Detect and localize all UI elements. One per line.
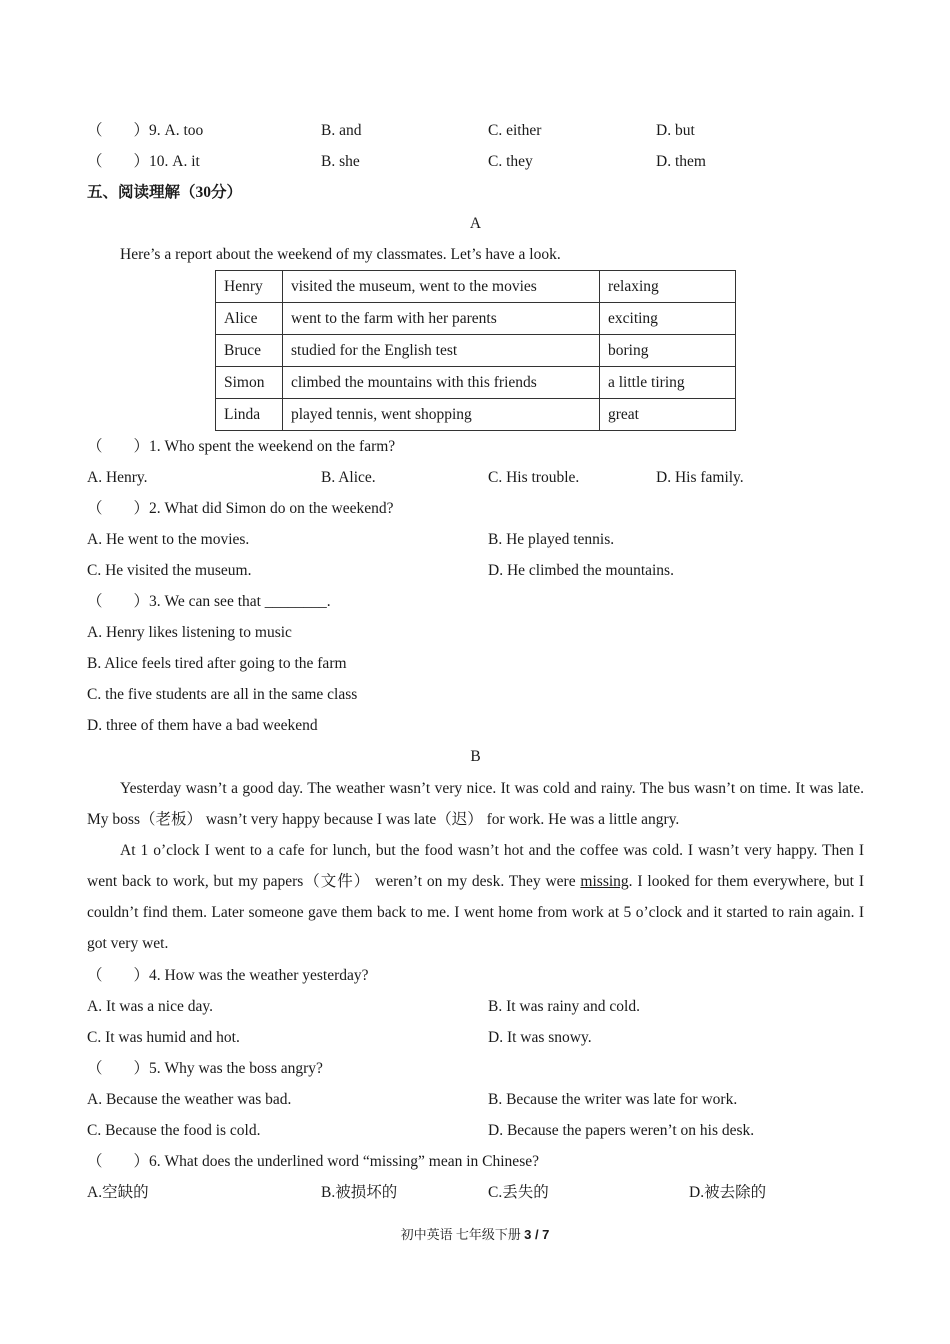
table-cell: Alice	[216, 303, 283, 335]
question-3-stem: （ ）3. We can see that ________.	[87, 593, 331, 610]
table-row	[216, 271, 736, 303]
passage-b-paragraph-2	[87, 835, 864, 959]
option-b: B. Because the writer was late for work.	[488, 1091, 738, 1108]
option-c: C. It was humid and hot.	[87, 1029, 240, 1046]
passage-b-paragraph-1: Yesterday wasn’t a good day. The weather wasn’t very nice. It was cold and rainy. The bus wasn’t on time. It was late. My boss（老板） wasn’t very happy because I was late（迟） for work. He was a little angry.	[87, 780, 864, 828]
option-d: D. three of them have a bad weekend	[87, 717, 318, 734]
option-b: B. He played tennis.	[488, 531, 615, 548]
option-c: C. either	[488, 122, 542, 139]
option-c: C.丢失的	[488, 1184, 549, 1201]
table-cell: Simon	[216, 367, 283, 399]
table-cell: went to the farm with her parents	[283, 303, 600, 335]
option-c: C. His trouble.	[488, 469, 580, 486]
option-d: D. He climbed the mountains.	[488, 562, 674, 579]
option-b: B. and	[321, 122, 362, 139]
table-cell: Linda	[216, 399, 283, 431]
option-b: B. she	[321, 153, 360, 170]
page-footer	[0, 1224, 950, 1243]
option-a: A. Because the weather was bad.	[87, 1091, 292, 1108]
question-5-options-row1	[87, 1089, 864, 1111]
question-5-options-row2	[87, 1120, 864, 1142]
option-b: B.被损坏的	[321, 1184, 398, 1201]
option-a: A. He went to the movies.	[87, 531, 250, 548]
table-cell: relaxing	[600, 271, 736, 303]
passage-a-intro: Here’s a report about the weekend of my classmates. Let’s have a look.	[120, 246, 561, 263]
option-b: B. Alice.	[321, 469, 376, 486]
question-stem: （ ）10. A. it	[87, 153, 200, 170]
question-stem: （ ）9. A. too	[87, 122, 204, 139]
option-b: B. Alice feels tired after going to the farm	[87, 655, 347, 672]
question-6-stem: （ ）6. What does the underlined word “missing” mean in Chinese?	[87, 1153, 539, 1170]
option-d: D. them	[656, 153, 706, 170]
option-b: B. It was rainy and cold.	[488, 998, 640, 1015]
option-c: C. the five students are all in the same class	[87, 686, 358, 703]
option-d: D. It was snowy.	[488, 1029, 592, 1046]
question-5-stem: （ ）5. Why was the boss angry?	[87, 1060, 323, 1077]
option-a: A. Henry.	[87, 469, 148, 486]
table-cell: played tennis, went shopping	[283, 399, 600, 431]
question-1-stem: （ ）1. Who spent the weekend on the farm?	[87, 438, 396, 455]
paragraph-text: . I looked for them everywhere, but I couldn’t find them. Later someone gave them back to me. I went home from work at 5 o’clock and it started to rain again. I got very wet.	[87, 873, 864, 952]
option-c: C. they	[488, 153, 533, 170]
table-cell: a little tiring	[600, 367, 736, 399]
table-cell: Bruce	[216, 335, 283, 367]
question-4-options-row2	[87, 1027, 864, 1049]
option-c: C. He visited the museum.	[87, 562, 252, 579]
option-d: D. His family.	[656, 469, 744, 486]
table-cell: great	[600, 399, 736, 431]
cloze-question-10	[87, 151, 864, 173]
table-cell: climbed the mountains with this friends	[283, 367, 600, 399]
question-2-options-row1	[87, 529, 864, 551]
table-row	[216, 399, 736, 431]
option-d: D. but	[656, 122, 695, 139]
question-2-stem: （ ）2. What did Simon do on the weekend?	[87, 500, 394, 517]
table-row	[216, 303, 736, 335]
weekend-report-table	[215, 270, 736, 431]
table-cell: Henry	[216, 271, 283, 303]
option-c: C. Because the food is cold.	[87, 1122, 261, 1139]
question-2-options-row2	[87, 560, 864, 582]
option-a: A. Henry likes listening to music	[87, 624, 292, 641]
table-cell: visited the museum, went to the movies	[283, 271, 600, 303]
table-cell: studied for the English test	[283, 335, 600, 367]
option-d: D. Because the papers weren’t on his desk.	[488, 1122, 755, 1139]
section-title: 五、阅读理解（30分）	[87, 184, 243, 201]
paragraph-text: At 1 o’clock I went to a cafe for lunch, but the food wasn’t hot and the coffee was cold. I wasn’t very happy. Then I went back to work, but my papers（文件） weren’t on my desk. They were	[87, 842, 864, 890]
cloze-question-9	[87, 120, 864, 142]
passage-a-label: A	[469, 215, 482, 232]
question-4-stem: （ ）4. How was the weather yesterday?	[87, 967, 369, 984]
option-a: A. It was a nice day.	[87, 998, 213, 1015]
passage-b-label: B	[470, 748, 481, 765]
question-1-options	[87, 467, 864, 489]
table-cell: exciting	[600, 303, 736, 335]
question-4-options-row1	[87, 996, 864, 1018]
page-number: 3 / 7	[524, 1227, 550, 1242]
footer-text: 初中英语 七年级下册	[400, 1227, 525, 1242]
table-row	[216, 335, 736, 367]
underlined-word: missing	[580, 873, 629, 890]
option-a: A.空缺的	[87, 1184, 149, 1201]
option-d: D.被去除的	[689, 1184, 767, 1201]
table-row	[216, 367, 736, 399]
question-6-options	[87, 1182, 864, 1204]
table-cell: boring	[600, 335, 736, 367]
